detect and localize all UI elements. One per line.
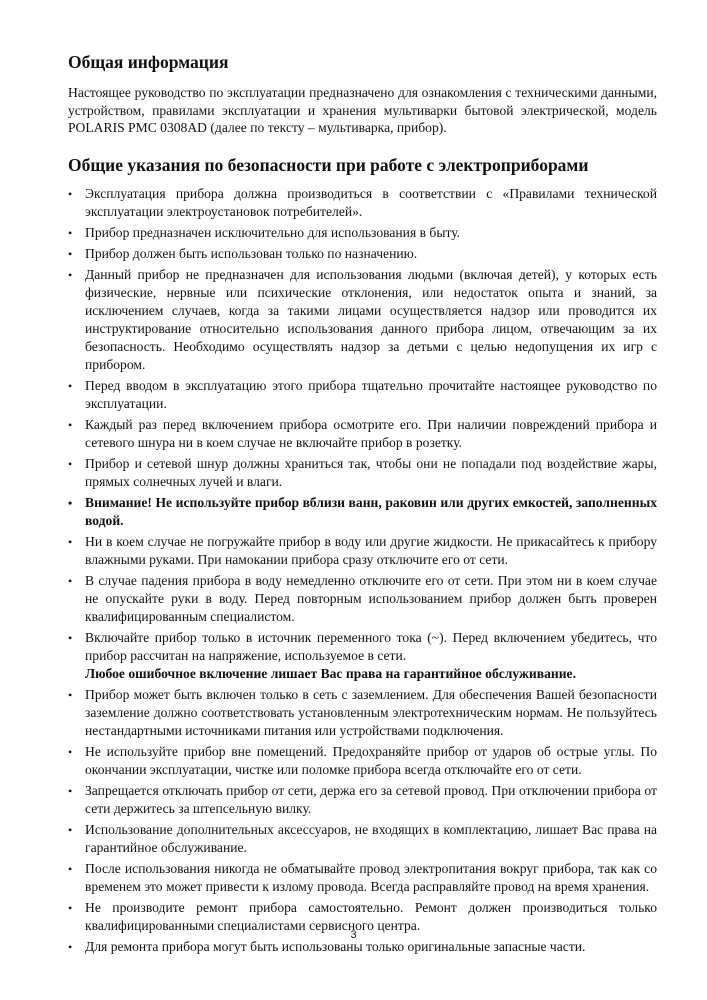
bullet-icon: • (68, 267, 73, 282)
list-item-text: Прибор предназначен исключительно для использования в быту. (85, 224, 461, 240)
list-item-text: Каждый раз перед включением прибора осмотрите его. При наличии повреждений прибора и сетевого шнура ни в коем случае не включайте прибор в розетку. (85, 416, 657, 450)
bullet-icon: • (68, 630, 73, 645)
list-item-text: Данный прибор не предназначен для использования людьми (включая детей), у которых есть физические, нервные или психические отклонения, или недостаток опыта и знаний, за исключением случаев, когда за такими лицами осуществляется надзор или проводится их инструктирование относительно использования данного прибора лицом, отвечающим за их безопасность. Необходимо осуществлять надзор за детьми с целью недопущения их игр с прибором. (85, 266, 657, 372)
list-item (68, 245, 657, 263)
safety-rules-list (68, 185, 657, 956)
list-item (68, 572, 657, 626)
list-item-text: Эксплуатация прибора должна производиться в соответствии с «Правилами технической эксплуатации электроустановок потребителей». (85, 185, 657, 219)
page-number: 3 (350, 929, 357, 941)
bullet-icon: • (68, 861, 73, 876)
list-item (68, 782, 657, 818)
bullet-icon: • (68, 417, 73, 432)
general-info-heading: Общая информация (68, 52, 229, 72)
list-item-text: Включайте прибор только в источник переменного тока (~). Перед включением убедитесь, что прибор рассчитан на напряжение, используемое в сети. (85, 629, 657, 663)
warranty-note: Любое ошибочное включение лишает Вас права на гарантийное обслуживание. (85, 665, 576, 681)
list-item (68, 185, 657, 221)
list-item-text: В случае падения прибора в воду немедленно отключите его от сети. При этом ни в коем случае не опускайте руки в воду. Перед повторным использованием прибор должен быть проверен квалифицированным специалистом. (85, 572, 657, 624)
bullet-icon: • (68, 456, 73, 471)
list-item (68, 416, 657, 452)
general-info-paragraph: Настоящее руководство по эксплуатации предназначено для ознакомления с техническими данными, устройством, правилами эксплуатации и хранения мультиварки бытовой электрической, модель POLARIS PMC 0308AD (далее по тексту – мультиварка, прибор). (68, 85, 657, 135)
bullet-icon: • (68, 246, 73, 261)
list-item (68, 686, 657, 740)
list-item-text: Перед вводом в эксплуатацию этого прибора тщательно прочитайте настоящее руководство по эксплуатации. (85, 377, 657, 411)
bullet-icon: • (68, 378, 73, 393)
list-item-text: Не используйте прибор вне помещений. Предохраняйте прибор от ударов об острые углы. По окончании эксплуатации, чистке или поломке прибора всегда отключайте его от сети. (85, 743, 657, 777)
bullet-icon: • (68, 822, 73, 837)
bullet-icon: • (68, 939, 73, 954)
warning-list-item (68, 494, 657, 530)
bullet-icon: • (68, 186, 73, 201)
bullet-icon: • (68, 573, 73, 588)
bullet-icon: • (68, 534, 73, 549)
list-item-text: Не производите ремонт прибора самостоятельно. Ремонт должен производиться только квалифицированными специалистами сервисного центра. (85, 899, 657, 933)
list-item-text: Внимание! Не используйте прибор вблизи ванн, раковин или других емкостей, заполненных водой. (85, 494, 657, 528)
safety-heading: Общие указания по безопасности при работе с электроприборами (68, 154, 589, 175)
bullet-icon: • (68, 495, 73, 510)
list-item-text: Прибор должен быть использован только по назначению. (85, 245, 418, 261)
list-item (68, 224, 657, 242)
list-item-text: Использование дополнительных аксессуаров, не входящих в комплектацию, лишает Вас права на гарантийное обслуживание. (85, 821, 657, 855)
document-page (68, 52, 657, 959)
bullet-icon: • (68, 687, 73, 702)
list-item (68, 377, 657, 413)
list-item-text: Запрещается отключать прибор от сети, держа его за сетевой провод. При отключении прибора от сети держитесь за штепсельную вилку. (85, 782, 657, 816)
bullet-icon: • (68, 744, 73, 759)
list-item-text: Для ремонта прибора могут быть использованы только оригинальные запасные части. (85, 938, 586, 954)
list-item (68, 821, 657, 857)
bullet-icon: • (68, 900, 73, 915)
list-item (68, 266, 657, 374)
bullet-icon: • (68, 783, 73, 798)
list-item (68, 743, 657, 779)
list-item (68, 860, 657, 896)
list-item-text: Прибор может быть включен только в сеть с заземлением. Для обеспечения Вашей безопасности заземление должно соответствовать установленным электротехническим нормам. Не пользуйтесь нестандартными источниками питания или устройствами подключения. (85, 686, 657, 738)
bullet-icon: • (68, 225, 73, 240)
list-item-text: Ни в коем случае не погружайте прибор в воду или другие жидкости. Не прикасайтесь к прибору влажными руками. При намокании прибора сразу отключите его от сети. (85, 533, 657, 567)
list-item (68, 629, 657, 683)
list-item (68, 533, 657, 569)
list-item-text: Прибор и сетевой шнур должны храниться так, чтобы они не попадали под воздействие жары, прямых солнечных лучей и влаги. (85, 455, 657, 489)
list-item (68, 455, 657, 491)
list-item-text: После использования никогда не обматывайте провод электропитания вокруг прибора, так как со временем это может привести к излому провода. Всегда расправляйте провод на время хранения. (85, 860, 657, 894)
